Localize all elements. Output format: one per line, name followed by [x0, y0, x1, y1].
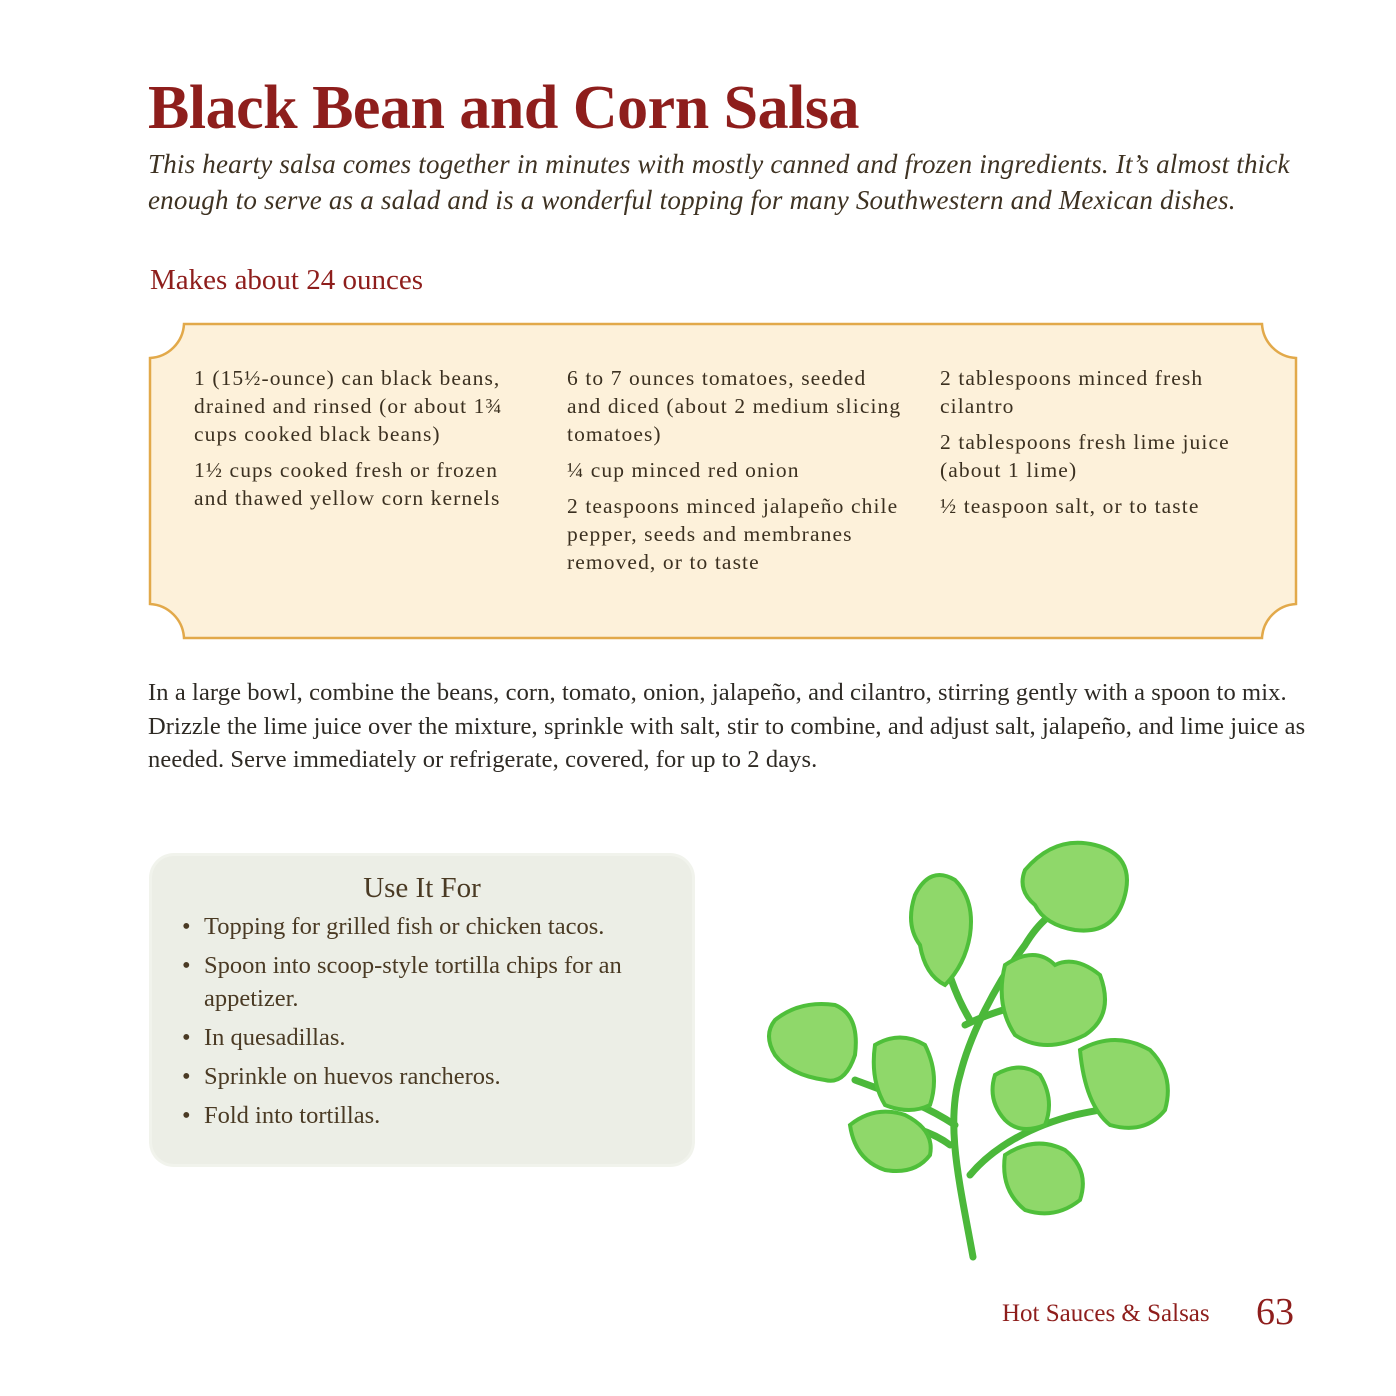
ingredient-item: 1 (15½-ounce) can black beans, drained and rinsed (or about 1¾ cups cooked black beans)	[194, 366, 503, 446]
ingredient-item: 1½ cups cooked fresh or frozen and thawed yellow corn kernels	[194, 458, 501, 510]
list-item: • In quesadillas.	[182, 1021, 672, 1054]
cilantro-sprig-icon	[755, 825, 1215, 1270]
ingredient-item: 2 tablespoons fresh lime juice (about 1 lime)	[940, 430, 1230, 482]
ingredient-item: ½ teaspoon salt, or to taste	[940, 494, 1200, 518]
recipe-yield: Makes about 24 ounces	[150, 264, 424, 296]
use-it-for-title: Use It For	[363, 872, 481, 904]
ingredient-item: 2 tablespoons minced fresh cilantro	[940, 366, 1204, 418]
list-item: • Spoon into scoop-style tortilla chips for an appetizer.	[182, 949, 672, 1015]
list-item: • Sprinkle on huevos rancheros.	[182, 1060, 672, 1093]
ingredients-column-2	[567, 364, 907, 584]
recipe-method: In a large bowl, combine the beans, corn, tomato, onion, jalapeño, and cilantro, stirring gently with a spoon to mix. Drizzle the lime juice over the mixture, sprinkle with salt, stir to combine, and adjust salt, jalapeño, and lime juice as needed. Serve immediately or refrigerate, covered, for up to 2 days.	[148, 679, 1306, 773]
footer-section-title: Hot Sauces & Salsas	[1002, 1300, 1210, 1327]
bullet-icon: •	[182, 1063, 191, 1090]
recipe-title: Black Bean and Corn Salsa	[148, 74, 860, 142]
list-item: • Topping for grilled fish or chicken tacos.	[182, 910, 672, 943]
use-it-for-box	[152, 856, 692, 1164]
bullet-icon: •	[182, 1102, 191, 1129]
ingredient-item: 6 to 7 ounces tomatoes, seeded and diced (about 2 medium slicing tomatoes)	[567, 366, 902, 446]
ingredients-box	[148, 322, 1298, 640]
bullet-icon: •	[182, 1024, 191, 1051]
use-it-for-list	[182, 910, 672, 1138]
ingredient-item: 2 teaspoons minced jalapeño chile pepper, seeds and membranes removed, or to taste	[567, 494, 899, 574]
ingredients-column-3	[940, 364, 1280, 528]
ingredients-column-1	[194, 364, 534, 520]
page-number: 63	[1256, 1291, 1294, 1333]
bullet-icon: •	[182, 913, 191, 940]
recipe-intro: This hearty salsa comes together in minutes with mostly canned and frozen ingredients. It’s almost thick enough to serve as a salad and is a wonderful topping for many Southwestern and Mexican dishes.	[148, 149, 1290, 215]
bullet-icon: •	[182, 952, 191, 979]
ingredient-item: ¼ cup minced red onion	[567, 458, 800, 482]
list-item: • Fold into tortillas.	[182, 1099, 672, 1132]
